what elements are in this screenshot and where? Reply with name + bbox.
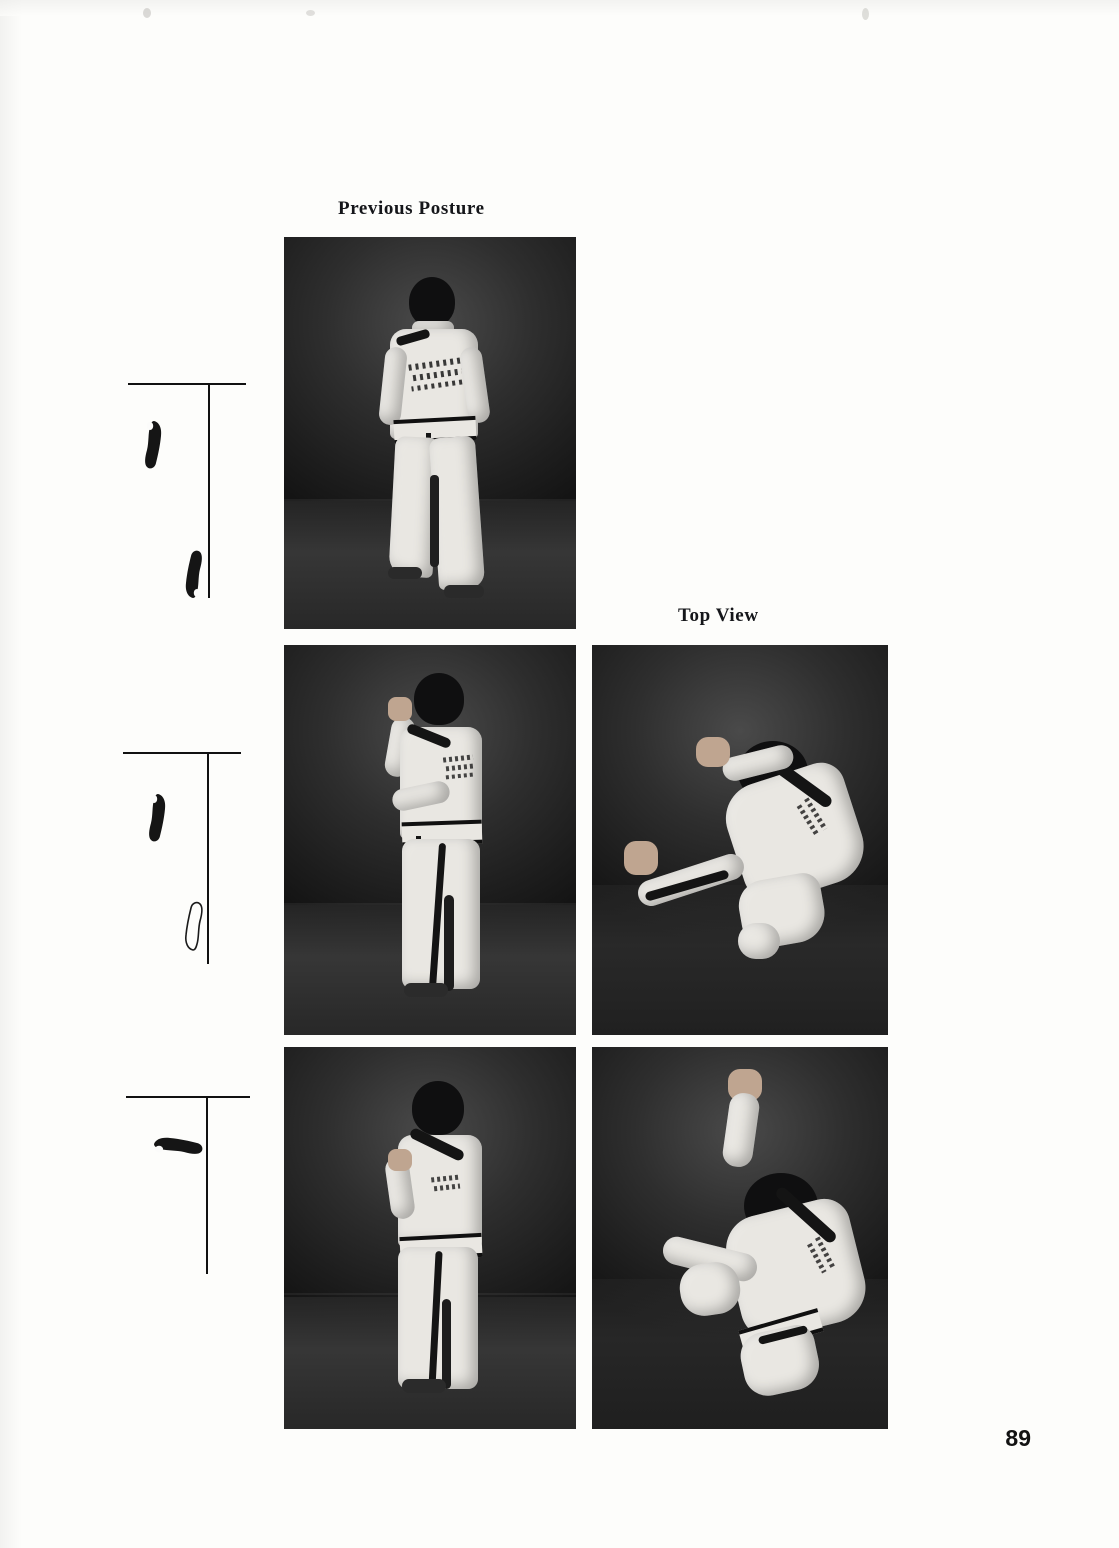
page-number: 89 [1005,1425,1031,1451]
figure-leg-gap [444,895,454,991]
footprint-front-icon [141,419,167,471]
photo-top-middle [592,645,888,1035]
diagram-vertical-line [208,383,210,598]
foot-diagram-2 [123,752,253,987]
figure-fist-upper [696,737,730,767]
caption-top-view: Top View [678,605,759,626]
footprint-front-icon [145,792,171,844]
page-edge-shadow-top [0,0,1119,16]
footprint-rear-outline-icon [180,900,206,952]
figure-front-bottom [284,1047,576,1429]
figure-top-middle [592,645,888,1035]
figure-leg-gap [442,1299,451,1389]
figure-rear-view [284,237,576,629]
caption-previous-posture: Previous Posture [338,198,485,219]
figure-side-text [431,1174,461,1201]
figure-raised-fist [388,697,412,721]
figure-head [414,673,464,725]
scan-speckle [862,8,869,20]
figure-leg-gap [430,475,439,567]
scan-speckle [306,10,315,16]
diagram-horizontal-line [128,383,246,385]
diagram-vertical-line [207,752,209,964]
figure-guard-fist [388,1149,412,1171]
diagram-horizontal-line [123,752,241,754]
figure-front-middle [284,645,576,1035]
diagram-horizontal-line [126,1096,250,1098]
figure-foot [404,983,448,997]
footprint-sideways-icon [152,1132,204,1158]
foot-diagram-3 [126,1096,256,1296]
figure-top-bottom [592,1047,888,1429]
figure-foot-right [444,585,484,598]
figure-head [409,277,455,327]
figure-back-text [408,356,464,397]
photo-front-middle [284,645,576,1035]
figure-raised-arm [721,1091,761,1168]
diagram-vertical-line [206,1096,208,1274]
foot-diagram-1 [128,383,258,618]
figure-head [412,1081,464,1135]
figure-side-text [443,754,476,783]
footprint-rear-icon [180,548,206,600]
scan-speckle [143,8,151,18]
page-edge-shadow-left [0,0,22,1548]
photo-previous-posture [284,237,576,629]
figure-foot [402,1379,446,1393]
figure-knee [738,923,780,959]
figure-foot-left [388,567,422,579]
photo-top-bottom [592,1047,888,1429]
photo-front-bottom [284,1047,576,1429]
figure-fist-lower [624,841,658,875]
